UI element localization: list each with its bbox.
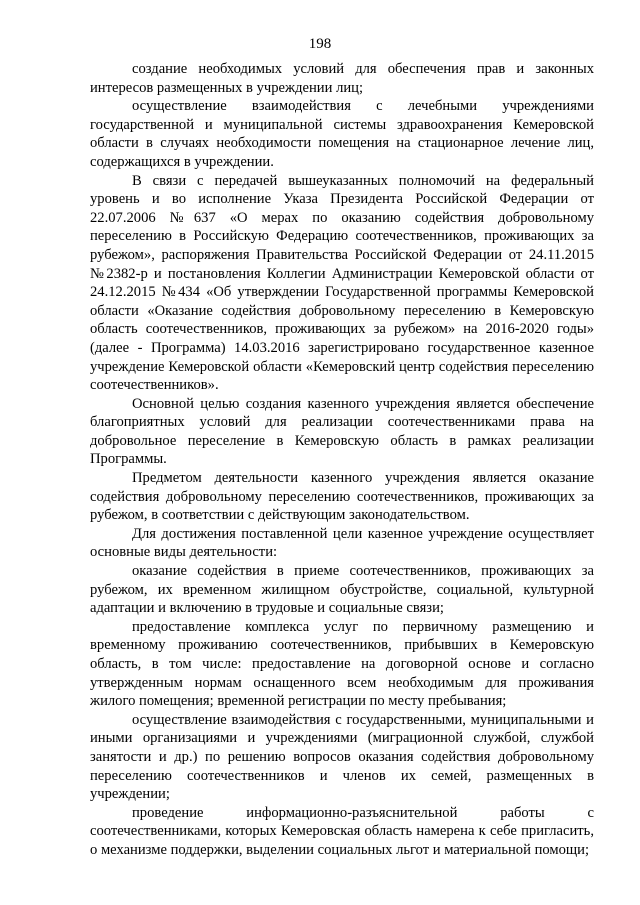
body-text <box>90 60 594 860</box>
paragraph-4: Основной целью создания казенного учреждения является обеспечение благоприятных условий для реализации соотечественниками права на добровольное переселение в Кемеровскую область в рамках реализации Программы. <box>90 395 594 468</box>
paragraph-3: В связи с передачей вышеуказанных полномочий на федеральный уровень и во исполнение Указа Президента Российской Федерации от 22.07.2006 №637 «О мерах по оказанию содействия добровольному переселению в Российскую Федерацию соотечественников, проживающих за рубежом», распоряжения Правительства Российской Федерации от 24.11.2015 №2382-р и постановления Коллегии Администрации Кемеровской области от 24.12.2015 №434 «Об утверждении Государственной программы Кемеровской области «Оказание содействия добровольному переселению в Кемеровскую область соотечественников, проживающих за рубежом» на 2016-2020 годы» (далее - Программа) 14.03.2016 зарегистрировано государственное казенное учреждение Кемеровской области «Кемеровский центр содействия переселению соотечественников». <box>90 172 594 394</box>
paragraph-2: осуществление взаимодействия с лечебными учреждениями государственной и муниципальной системы здравоохранения Кемеровской области в случаях необходимости помещения на стационарное лечение лиц, содержащихся в учреждении. <box>90 98 594 170</box>
page-number: 198 <box>308 36 332 52</box>
paragraph-5: Предметом деятельности казенного учреждения является оказание содействия добровольному переселению соотечественников, проживающих за рубежом, в соответствии с действующим законодательством. <box>90 470 594 524</box>
paragraph-10: проведение информационно-разъяснительной работы с соотечественниками, которых Кемеровская область намерена к себе пригласить, о механизме поддержки, выделении социальных льгот и материальной помощи; <box>90 804 594 858</box>
paragraph-9: осуществление взаимодействия с государственными, муниципальными и иными организациями и учреждениями (миграционной службой, службой занятости и др.) по решению вопросов оказания содействия добровольному переселению соотечественников и членов их семей, размещенных в учреждении; <box>90 711 594 803</box>
paragraph-8: предоставление комплекса услуг по первичному размещению и временному проживанию соотечественников, прибывших в Кемеровскую область, в том числе: предоставление на договорной основе и согласно утвержденным нормам оснащенного всем необходимым для проживания жилого помещения; временной регистрации по месту пребывания; <box>90 618 594 710</box>
paragraph-7: оказание содействия в приеме соотечественников, проживающих за рубежом, их временном жилищном обустройстве, социальной, культурной адаптации и включению в трудовые и социальные связи; <box>90 563 594 617</box>
paragraph-6: Для достижения поставленной цели казенное учреждение осуществляет основные виды деятельности: <box>90 525 594 561</box>
paragraph-1: создание необходимых условий для обеспечения прав и законных интересов размещенных в учреждении лиц; <box>90 61 594 96</box>
